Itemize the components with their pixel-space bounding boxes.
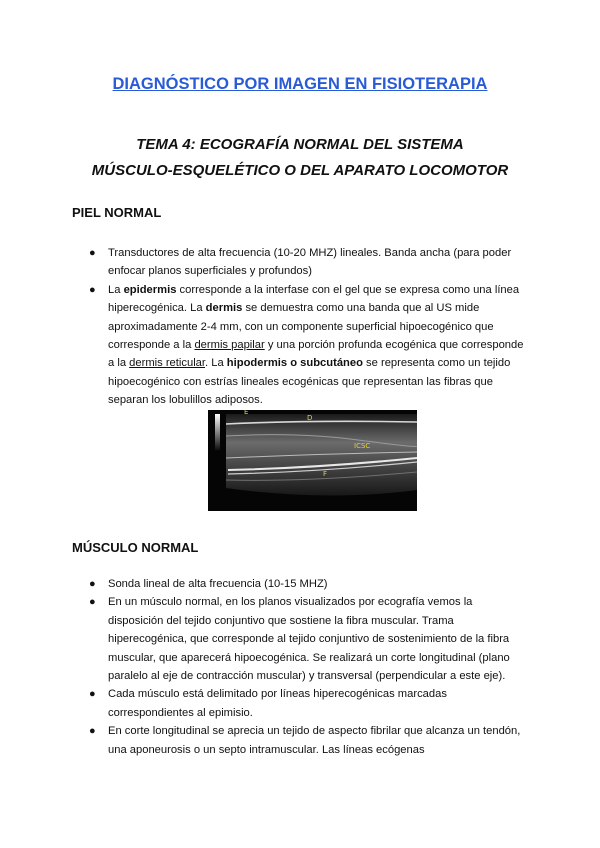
figure-label-icsc: ICSC: [354, 442, 371, 450]
list-item-text: En un músculo normal, en los planos visualizados por ecografía vemos la disposición del tejido conjuntivo que sostiene la fibra muscular. Trama hiperecogénica, que corresponde al tejido conjuntivo de sostenimiento de la fibra muscular, que aparecerá hipoecogénica. Se realizará un corte longitudinal (plano paralelo al eje de contracción muscular) y transversal (perpendicular a este eje).: [108, 596, 510, 683]
text-run: y una porción profunda ecogénica que corresponde a la: [108, 339, 524, 370]
list-item-text: Sonda lineal de alta frecuencia (10-15 MHZ): [108, 578, 328, 590]
text-run: . La: [205, 357, 227, 370]
topic-title-line-1: TEMA 4: ECOGRAFÍA NORMAL DEL SISTEMA: [136, 136, 464, 153]
list-item: [89, 244, 528, 281]
ultrasound-graphic: [208, 410, 417, 511]
list-item: [89, 722, 528, 759]
list-item-text: Transductores de alta frecuencia (10-20 MHZ) lineales. Banda ancha (para poder enfocar planos superficiales y profundos): [108, 247, 512, 278]
text-run: corresponde a la interfase con el gel que se expresa como una línea hiperecogénica. La: [108, 283, 520, 315]
list-item: [89, 575, 528, 593]
term-dermis-papilar: dermis papilar: [194, 339, 265, 352]
list-item-text: Cada músculo está delimitado por líneas hiperecogénicas marcadas correspondientes al epimisio.: [108, 688, 447, 719]
term-epidermis: epidermis: [123, 283, 177, 296]
figure-label-e: E: [244, 410, 249, 416]
list-item-text: En corte longitudinal se aprecia un tejido de aspecto fibrilar que alcanza un tendón, una aponeurosis o un septo intramuscular. Las líneas ecógenas: [108, 725, 521, 756]
list-item: [89, 281, 528, 410]
bullet-dot-icon: ●: [89, 578, 96, 590]
list-item: [89, 593, 528, 685]
list-item: [89, 685, 528, 722]
text-run: se demuestra como una banda que al US mide aproximadamente 2-4 mm, con un componente superficial hipoecogénico que corresponde a la: [108, 302, 494, 352]
bullet-dot-icon: ●: [89, 596, 96, 609]
section-heading-skin: PIEL NORMAL: [72, 205, 162, 220]
bullet-dot-icon: ●: [89, 247, 96, 259]
text-run: La: [108, 283, 124, 296]
figure-label-d: D: [307, 414, 313, 422]
skin-bullet-list: [89, 244, 528, 410]
muscle-bullet-list: [89, 575, 528, 759]
bullet-dot-icon: ●: [89, 283, 96, 296]
page-title: DIAGNÓSTICO POR IMAGEN EN FISIOTERAPIA: [112, 75, 488, 93]
topic-title: [0, 132, 600, 184]
topic-title-line-2: MÚSCULO-ESQUELÉTICO O DEL APARATO LOCOMOTOR: [91, 162, 509, 179]
bullet-dot-icon: ●: [89, 725, 96, 738]
ultrasound-skin-image: [208, 410, 417, 511]
figure-label-f: F: [323, 470, 328, 478]
term-hypodermis: hipodermis o subcutáneo: [226, 357, 363, 370]
section-heading-muscle: MÚSCULO NORMAL: [72, 540, 199, 555]
term-dermis: dermis: [205, 302, 243, 315]
text-run: se representa como un tejido hipoecogénico con estrías lineales ecogénicas que representan las fibras que separan los lobulillos adiposos.: [108, 357, 511, 407]
term-dermis-reticular: dermis reticular: [129, 357, 206, 370]
bullet-dot-icon: ●: [89, 688, 96, 701]
